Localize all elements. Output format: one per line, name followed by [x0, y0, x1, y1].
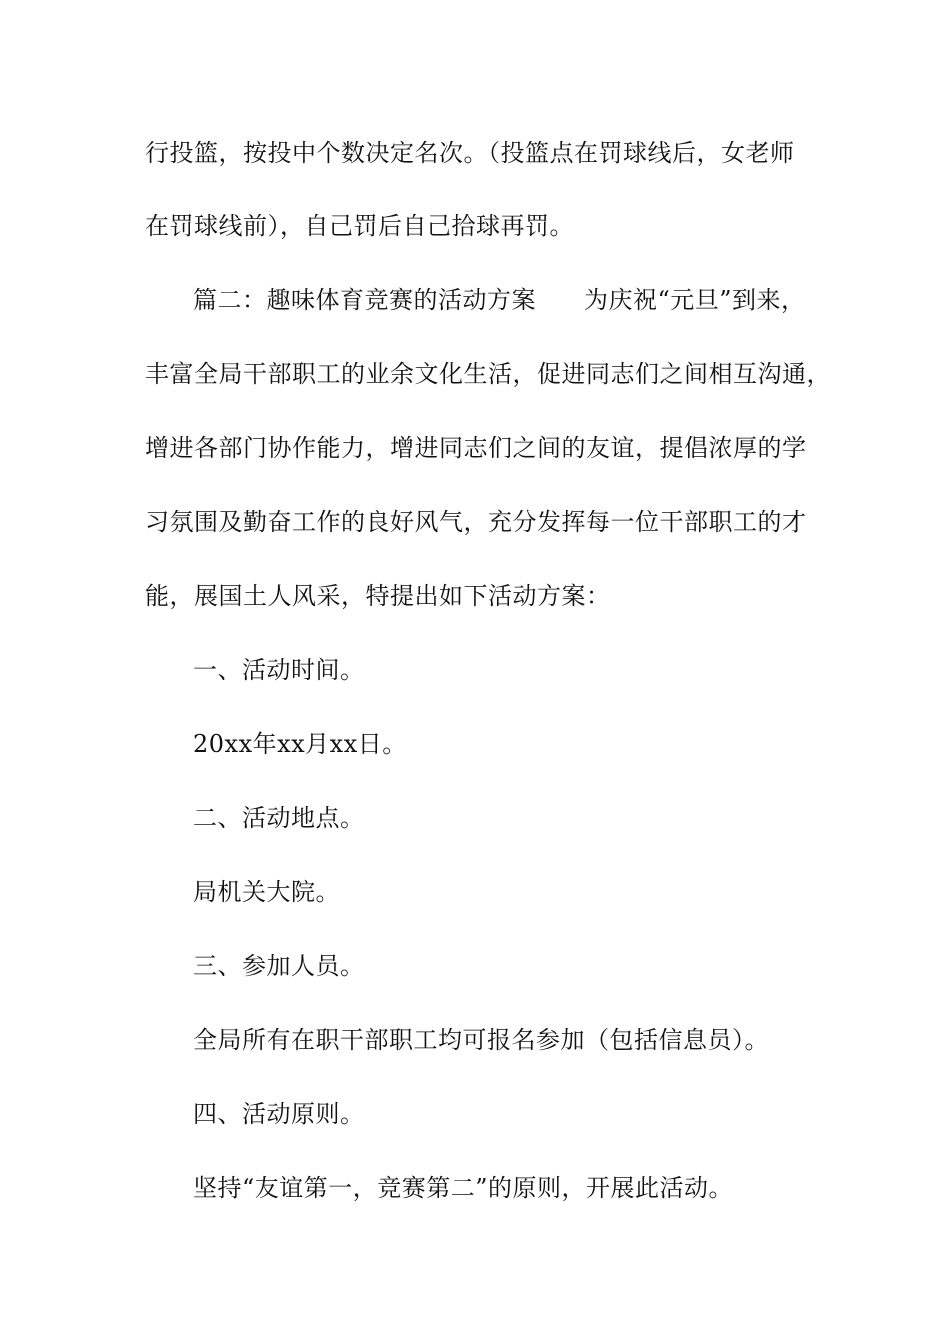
section-heading: 二、活动地点。: [193, 804, 365, 832]
paragraph-line: 坚持“友谊第一，竞赛第二”的原则，开展此活动。: [193, 1174, 734, 1202]
section-title: 篇二：趣味体育竞赛的活动方案: [193, 286, 536, 314]
paragraph-line: 增进各部门协作能力，增进同志们之间的友谊，提倡浓厚的学: [145, 434, 807, 462]
paragraph-line: 丰富全局干部职工的业余文化生活，促进同志们之间相互沟通，: [145, 360, 831, 388]
paragraph-line: 全局所有在职干部职工均可报名参加（包括信息员）。: [193, 1026, 769, 1054]
paragraph-line: 习氛围及勤奋工作的良好风气，充分发挥每一位干部职工的才: [145, 508, 807, 536]
paragraph-line: 局机关大院。: [193, 878, 340, 906]
section-heading-line: [193, 285, 873, 315]
paragraph-text: 为庆祝“元旦”到来，: [584, 286, 806, 314]
section-heading: 四、活动原则。: [193, 1100, 365, 1128]
paragraph-line: 在罚球线前），自己罚后自己拾球再罚。: [145, 212, 574, 240]
paragraph-line: 20xx年xx月xx日。: [193, 730, 407, 758]
section-heading: 三、参加人员。: [193, 952, 365, 980]
section-heading: 一、活动时间。: [193, 656, 365, 684]
paragraph-line: 行投篮，按投中个数决定名次。（投篮点在罚球线后，女老师: [145, 139, 795, 167]
paragraph-line: 能，展国土人风采，特提出如下活动方案：: [145, 582, 611, 610]
